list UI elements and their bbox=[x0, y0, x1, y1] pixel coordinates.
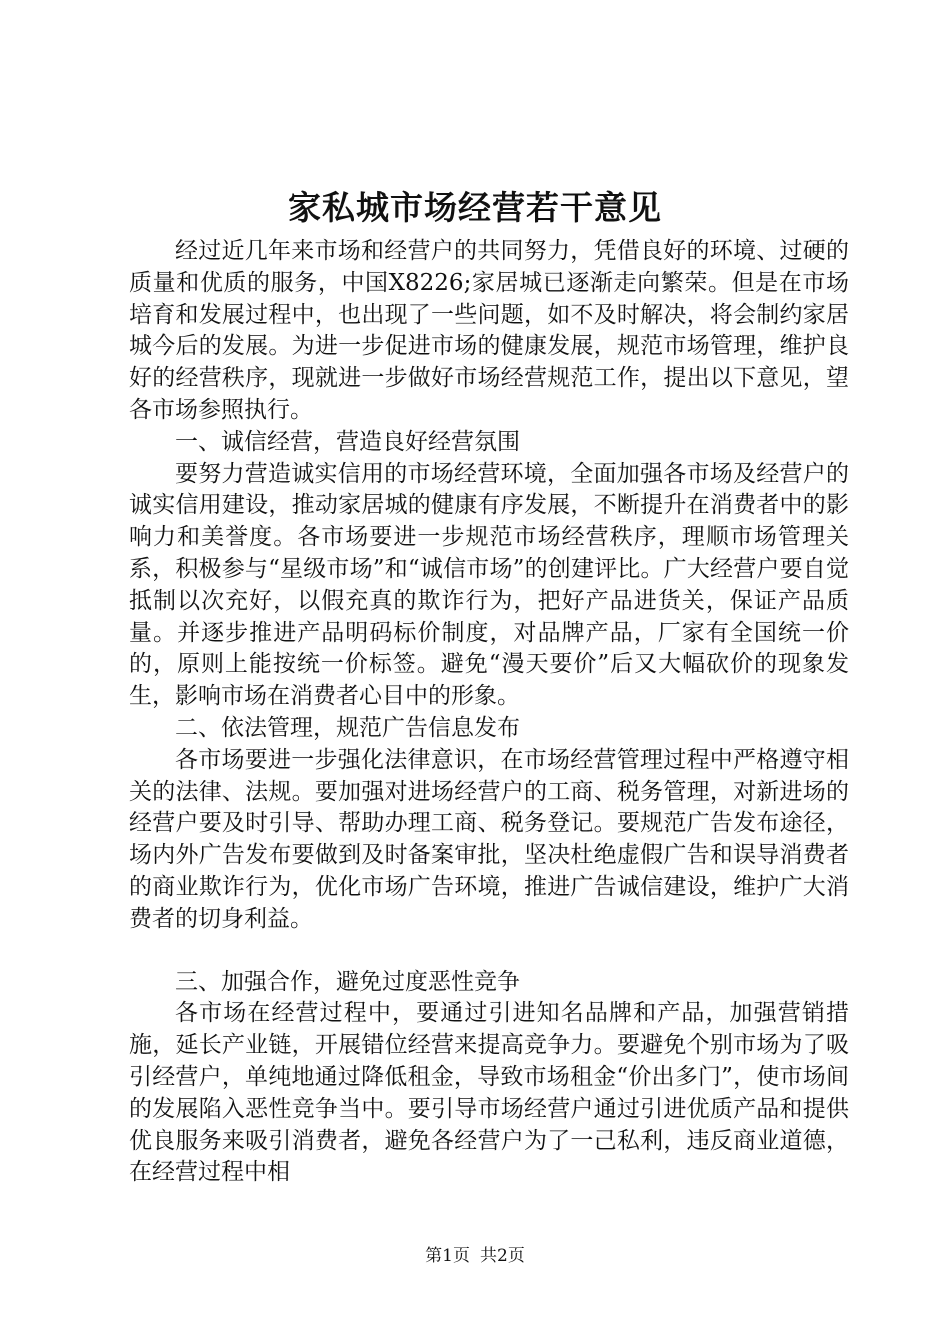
section-heading-2: 二、依法管理，规范广告信息发布 bbox=[175, 714, 520, 741]
blank-line bbox=[129, 936, 849, 967]
paragraph-section-2: 各市场要进一步强化法律意识，在市场经营管理过程中严格遵守相关的法律、法规。要加强对进场经营户的工商、税务管理，对新进场的经营户要及时引导、帮助办理工商、税务登记。要规范广告发布途径，场内外广告发布要做到及时备案审批，坚决杜绝虚假广告和误导消费者的商业欺诈行为，优化市场广告环境，推进广告诚信建设，维护广大消费者的切身利益。 bbox=[129, 746, 849, 932]
page-footer bbox=[0, 1244, 950, 1268]
document-body bbox=[129, 236, 849, 1189]
paragraph-section-1: 要努力营造诚实信用的市场经营环境，全面加强各市场及经营户的诚实信用建设，推动家居城的健康有序发展，不断提升在消费者中的影响力和美誉度。各市场要进一步规范市场经营秩序，理顺市场管理关系，积极参与“星级市场”和“诚信市场”的创建评比。广大经营户要自觉抵制以次充好，以假充真的欺诈行为，把好产品进货关，保证产品质量。并逐步推进产品明码标价制度，对品牌产品，厂家有全国统一价的，原则上能按统一价标签。避免“漫天要价”后又大幅砍价的现象发生，影响市场在消费者心目中的形象。 bbox=[129, 460, 849, 710]
page-number: 第1页 bbox=[425, 1246, 470, 1266]
paragraph-intro: 经过近几年来市场和经营户的共同努力，凭借良好的环境、过硬的质量和优质的服务，中国X8226;家居城已逐渐走向繁荣。但是在市场培育和发展过程中，也出现了一些问题，如不及时解决，将会制约家居城今后的发展。为进一步促进市场的健康发展，规范市场管理，维护良好的经营秩序，现就进一步做好市场经营规范工作，提出以下意见，望各市场参照执行。 bbox=[129, 238, 849, 423]
section-heading-1: 一、诚信经营，营造良好经营氛围 bbox=[175, 428, 520, 455]
paragraph-section-3: 各市场在经营过程中，要通过引进知名品牌和产品，加强营销措施，延长产业链，开展错位经营来提高竞争力。要避免个别市场为了吸引经营户，单纯地通过降低租金，导致市场租金“价出多门”，使市场间的发展陷入恶性竞争当中。要引导市场经营户通过引进优质产品和提供优良服务来吸引消费者，避免各经营户为了一己私利，违反商业道德，在经营过程中相 bbox=[129, 1000, 849, 1186]
document-title: 家私城市场经营若干意见 bbox=[288, 188, 662, 227]
page-total: 共2页 bbox=[480, 1246, 525, 1266]
section-heading-3: 三、加强合作，避免过度恶性竞争 bbox=[175, 968, 520, 995]
